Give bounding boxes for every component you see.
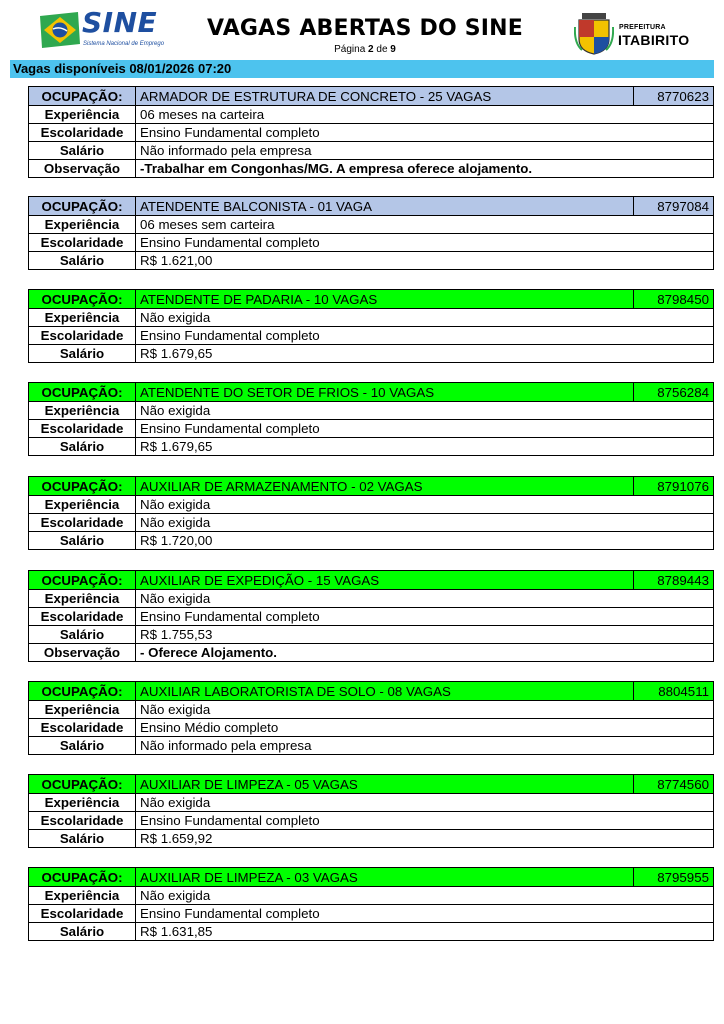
job-salary: R$ 1.755,53 bbox=[136, 626, 714, 644]
job-title: AUXILIAR DE LIMPEZA - 03 VAGAS bbox=[136, 868, 634, 887]
job-schooling: Não exigida bbox=[136, 514, 714, 532]
occupation-label: OCUPAÇÃO: bbox=[29, 571, 136, 590]
schooling-label: Escolaridade bbox=[29, 812, 136, 830]
experience-label: Experiência bbox=[29, 887, 136, 905]
experience-label: Experiência bbox=[29, 701, 136, 719]
job-code: 8804511 bbox=[634, 682, 714, 701]
job-observation: -Trabalhar em Congonhas/MG. A empresa oferece alojamento. bbox=[136, 160, 714, 178]
occupation-label: OCUPAÇÃO: bbox=[29, 383, 136, 402]
page-header bbox=[0, 0, 724, 60]
job-experience: Não exigida bbox=[136, 590, 714, 608]
sine-logo bbox=[38, 6, 168, 54]
salary-label: Salário bbox=[29, 438, 136, 456]
job-experience: 06 meses na carteira bbox=[136, 106, 714, 124]
occupation-label: OCUPAÇÃO: bbox=[29, 290, 136, 309]
job-experience: Não exigida bbox=[136, 309, 714, 327]
job-salary: R$ 1.720,00 bbox=[136, 532, 714, 550]
job-title: AUXILIAR LABORATORISTA DE SOLO - 08 VAGAS bbox=[136, 682, 634, 701]
schooling-label: Escolaridade bbox=[29, 124, 136, 142]
job-card bbox=[28, 196, 714, 270]
job-card bbox=[28, 681, 714, 755]
page-prefix: Página bbox=[334, 44, 366, 55]
job-schooling: Ensino Fundamental completo bbox=[136, 812, 714, 830]
job-schooling: Ensino Médio completo bbox=[136, 719, 714, 737]
job-code: 8791076 bbox=[634, 477, 714, 496]
job-card bbox=[28, 867, 714, 941]
job-observation: - Oferece Alojamento. bbox=[136, 644, 714, 662]
job-salary: R$ 1.659,92 bbox=[136, 830, 714, 848]
job-title: ATENDENTE BALCONISTA - 01 VAGA bbox=[136, 197, 634, 216]
job-title: ATENDENTE DO SETOR DE FRIOS - 10 VAGAS bbox=[136, 383, 634, 402]
job-code: 8795955 bbox=[634, 868, 714, 887]
job-card bbox=[28, 382, 714, 456]
job-experience: Não exigida bbox=[136, 887, 714, 905]
observation-label: Observação bbox=[29, 644, 136, 662]
job-title: AUXILIAR DE EXPEDIÇÃO - 15 VAGAS bbox=[136, 571, 634, 590]
salary-label: Salário bbox=[29, 737, 136, 755]
job-code: 8770623 bbox=[634, 87, 714, 106]
salary-label: Salário bbox=[29, 830, 136, 848]
job-experience: Não exigida bbox=[136, 701, 714, 719]
experience-label: Experiência bbox=[29, 402, 136, 420]
job-card bbox=[28, 570, 714, 662]
job-code: 8789443 bbox=[634, 571, 714, 590]
salary-label: Salário bbox=[29, 626, 136, 644]
salary-label: Salário bbox=[29, 345, 136, 363]
page-indicator bbox=[195, 44, 535, 55]
experience-label: Experiência bbox=[29, 309, 136, 327]
schooling-label: Escolaridade bbox=[29, 420, 136, 438]
experience-label: Experiência bbox=[29, 216, 136, 234]
job-card bbox=[28, 289, 714, 363]
experience-label: Experiência bbox=[29, 590, 136, 608]
schooling-label: Escolaridade bbox=[29, 608, 136, 626]
job-code: 8756284 bbox=[634, 383, 714, 402]
job-experience: Não exigida bbox=[136, 402, 714, 420]
salary-label: Salário bbox=[29, 532, 136, 550]
page-separator: de bbox=[376, 44, 388, 55]
job-salary: Não informado pela empresa bbox=[136, 737, 714, 755]
experience-label: Experiência bbox=[29, 106, 136, 124]
job-salary: R$ 1.679,65 bbox=[136, 438, 714, 456]
prefeitura-name: ITABIRITO bbox=[618, 32, 690, 48]
occupation-label: OCUPAÇÃO: bbox=[29, 868, 136, 887]
job-title: AUXILIAR DE ARMAZENAMENTO - 02 VAGAS bbox=[136, 477, 634, 496]
sine-wordmark: SINE bbox=[82, 6, 158, 39]
job-title: ARMADOR DE ESTRUTURA DE CONCRETO - 25 VAGAS bbox=[136, 87, 634, 106]
job-schooling: Ensino Fundamental completo bbox=[136, 327, 714, 345]
job-code: 8797084 bbox=[634, 197, 714, 216]
occupation-label: OCUPAÇÃO: bbox=[29, 197, 136, 216]
job-experience: Não exigida bbox=[136, 794, 714, 812]
job-schooling: Ensino Fundamental completo bbox=[136, 234, 714, 252]
occupation-label: OCUPAÇÃO: bbox=[29, 87, 136, 106]
coat-of-arms-icon bbox=[574, 13, 614, 55]
page-current: 2 bbox=[368, 44, 374, 55]
job-schooling: Ensino Fundamental completo bbox=[136, 608, 714, 626]
job-title: ATENDENTE DE PADARIA - 10 VAGAS bbox=[136, 290, 634, 309]
brazil-flag-icon bbox=[38, 10, 82, 50]
title-block bbox=[195, 16, 535, 55]
job-schooling: Ensino Fundamental completo bbox=[136, 420, 714, 438]
page-title: VAGAS ABERTAS DO SINE bbox=[206, 16, 524, 41]
job-schooling: Ensino Fundamental completo bbox=[136, 124, 714, 142]
sine-subtitle: Sistema Nacional de Emprego bbox=[83, 41, 165, 47]
schooling-label: Escolaridade bbox=[29, 234, 136, 252]
job-card bbox=[28, 774, 714, 848]
job-code: 8774560 bbox=[634, 775, 714, 794]
occupation-label: OCUPAÇÃO: bbox=[29, 477, 136, 496]
job-experience: Não exigida bbox=[136, 496, 714, 514]
schooling-label: Escolaridade bbox=[29, 719, 136, 737]
job-salary: R$ 1.631,85 bbox=[136, 923, 714, 941]
schooling-label: Escolaridade bbox=[29, 514, 136, 532]
job-title: AUXILIAR DE LIMPEZA - 05 VAGAS bbox=[136, 775, 634, 794]
schooling-label: Escolaridade bbox=[29, 905, 136, 923]
job-experience: 06 meses sem carteira bbox=[136, 216, 714, 234]
job-code: 8798450 bbox=[634, 290, 714, 309]
availability-banner: Vagas disponíveis 08/01/2026 07:20 bbox=[10, 60, 714, 78]
occupation-label: OCUPAÇÃO: bbox=[29, 682, 136, 701]
salary-label: Salário bbox=[29, 142, 136, 160]
job-salary: R$ 1.679,65 bbox=[136, 345, 714, 363]
salary-label: Salário bbox=[29, 252, 136, 270]
job-card bbox=[28, 476, 714, 550]
job-salary: R$ 1.621,00 bbox=[136, 252, 714, 270]
job-salary: Não informado pela empresa bbox=[136, 142, 714, 160]
experience-label: Experiência bbox=[29, 794, 136, 812]
job-card bbox=[28, 86, 714, 178]
occupation-label: OCUPAÇÃO: bbox=[29, 775, 136, 794]
prefeitura-logo bbox=[574, 13, 689, 57]
observation-label: Observação bbox=[29, 160, 136, 178]
experience-label: Experiência bbox=[29, 496, 136, 514]
salary-label: Salário bbox=[29, 923, 136, 941]
schooling-label: Escolaridade bbox=[29, 327, 136, 345]
job-schooling: Ensino Fundamental completo bbox=[136, 905, 714, 923]
page-total: 9 bbox=[390, 44, 396, 55]
prefeitura-label: PREFEITURA bbox=[619, 24, 666, 31]
job-listings bbox=[28, 86, 714, 941]
